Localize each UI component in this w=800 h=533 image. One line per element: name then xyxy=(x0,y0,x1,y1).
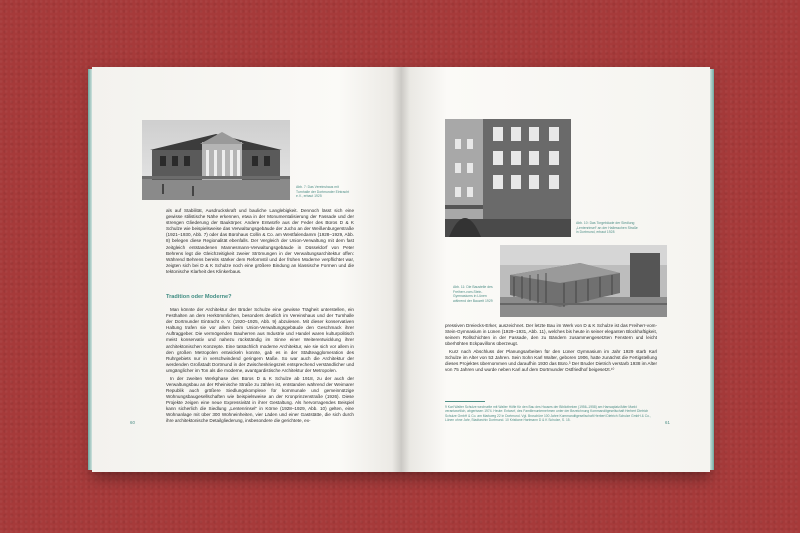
paragraph: pressiven Dreiecks-Erker, auszeichnet. Der letzte Bau im Werk von D & K Schulze ist das Freiherr-vom-Stein-Gymnasium in Lünen (1929–1931, Abb. 11), welches bis heute in seiner eleganten Blockhaftigkeit, seinem Rollschichten in der Fassade, den zu Bändern zusammengesetzten Fenstern und leicht überhöhten Eckpavillons überzeugt. xyxy=(445,323,657,347)
paragraph: Man könnte der Architektur der Brüder Schulze eine gewisse Trägheit unterstellen, ein Festhalten an dem Herkömmlichen, besonders deutlich im Vereinshaus und der Turnhalle der Dortmunder Eintracht e. V. (1920–1925, Abb. 9) abzulesen. Mit dieser konservativen Haltung trafen sie vor allem beim Union-Verwaltungsgebäude den Geschmack ihrer Auftraggeber. Die vermögenden Bauherren aus Industrie und Handel waren kulturpolitisch meist konservativ und nahezu rückständig im Sinne einer Weiterentwicklung ihrer architektonischen Konzepte. Eine tatsächlich moderne Architektur, wie sie sich vor allem in den großen Metropolen entwickeln konnte, gab es in der Städteagglomeration des Ruhrgebiets nur in verschwindend geringem Maße. So war auch die Architektur der werdenden Großstadt Dortmund in der Zwischenkriegszeit entsprechend verständlicher und umgänglicher im Ton als die moderne, avantgardistische Architektur der Metropolen. xyxy=(166,307,354,373)
right-page xyxy=(401,67,710,472)
page-edge-right xyxy=(710,69,714,470)
body-text-left-top xyxy=(166,208,354,277)
photo-vereinshaus xyxy=(142,120,290,200)
photo-baustelle xyxy=(500,245,667,317)
figure-caption-top-right: Abb. 10: Das Torgebäude der Siedlung „Lentenrinsel“ an der Hallesschen Straße in Dortmund, erbaut 1928 xyxy=(576,221,638,235)
paragraph: Kurz nach Abschluss der Planungsarbeiten für den Lüner Gymnasium im Jahr 1929 starb Karl Schulze im Alter von 53 Jahren. Sein Sohn Karl Walter, geboren 1906, hatte zunächst die Fertigstellung dieses Projektes übernommen und daraufhin 1930 das Büro.³ Der Bruder Dietrich verstarb 1938 im Alter von 75 Jahren und wurde neben Karl auf dem Dortmunder Ostfriedhof beigesetzt.¹⁰ xyxy=(445,348,657,373)
page-number-left: 60 xyxy=(130,420,135,425)
footnote-divider xyxy=(445,401,485,402)
figure-caption-left: Abb. 7: Das Vereinshaus mit Turnhalle der Dortmunder Eintracht e.V., erbaut 1925 xyxy=(296,185,350,199)
open-book xyxy=(92,67,710,472)
left-page xyxy=(92,67,401,472)
paragraph: In der zweiten Werkphase des Büros D & K Schulze ab 1918, zu der auch der Verwaltungsbau an der Rheinische Straße zu zählen ist, entstanden während der Weimarer Republik auch größere Siedlungskomplexe für kommunale und gemeinnützige Wohnungsbaugesellschaften wie beispielsweise an der Kronprinzenstraße (1926). Diese Projekte zeigen eine neue Expressivität in ihrer Gestaltung. Als hervorragendes Beispiel kann sicherlich die Siedlung „Lentenrinsel“ in Körne (1928–1929, Abb. 10) gelten, eine Wohnanlage mit über 300 Wohneinheiten, vier Läden und einer Gaststätte, die sich durch ihre architektonische Detailgliederung, insbesondere die gerichtete, ex- xyxy=(166,375,354,424)
body-text-left-bottom xyxy=(166,307,354,426)
paragraph: als auf Stabilität, Ausdruckskraft und bauliche Langlebigkeit. Dennoch lässt sich eine gewisse stilistische Nähe erkennen, etwa in der Monumentalisierung der Fassade und der strengen Gliederung der Baukörper. Andere Entwürfe aus der Feder des Büros D & K Schulze wie beispielsweise das Verwaltungsgebäude der Jucho an der Weißenburgerstraße (1921–1930, Abb. 7) oder das Bürohaus Collin & Co. am Westfalendamm (1928–1929, Abb. 8) belegen diese Regionalität ebenfalls. Der Vergleich der Union-Verwaltung mit dem fast zeitgleich entstandenen Mannesmann-Verwaltungsgebäude in Düsseldorf von Peter Behrens legt die Gleichzeitigkeit zweier Strömungen in der Verwaltungsarchitektur offen: Während Behrens bereits stärker dem Reformstil und der frühen Moderne verpflichtet war, zeigten sich bei D & K Schulze noch eine größere Bindung an klassische Formen und die tektonische Klarheit des Klinkerbaus. xyxy=(166,208,354,274)
page-number-right: 61 xyxy=(665,420,670,425)
photo-torgebaeude xyxy=(445,119,571,237)
body-text-right xyxy=(445,323,657,375)
section-heading: Tradition oder Moderne? xyxy=(166,294,232,300)
footnotes: 9 Karl Walter Schulze wechselte mit Walter Höfle für den Bau des Hauses der Bibliotheken (1956–1958) am Hansaplatz/Alter Markt verantwortlich, abgerissen 1974. Heute: Entwurf, des Familienunternehmen unter der Bezeichnung Kommanditgesellschaft Herbert Dietrich Schulze GmbH & Co. am Markweg 22 in Dortmund. Vgl. Broschüre 100 Jahre Kommanditgesellschaft Herbert Dietrich Schulze GmbH & Co., Lünen ohne Jahr, Stadtarchiv Dortmund. 10 Kristiane Hartmann D & K Schulze, S. 15. xyxy=(445,405,651,423)
figure-caption-bottom-right: Abb. 11: Die Baustelle des Freiherr-vom-Stein-Gymnasiums in Lünen während der Bauzeit 1929 xyxy=(453,285,493,303)
